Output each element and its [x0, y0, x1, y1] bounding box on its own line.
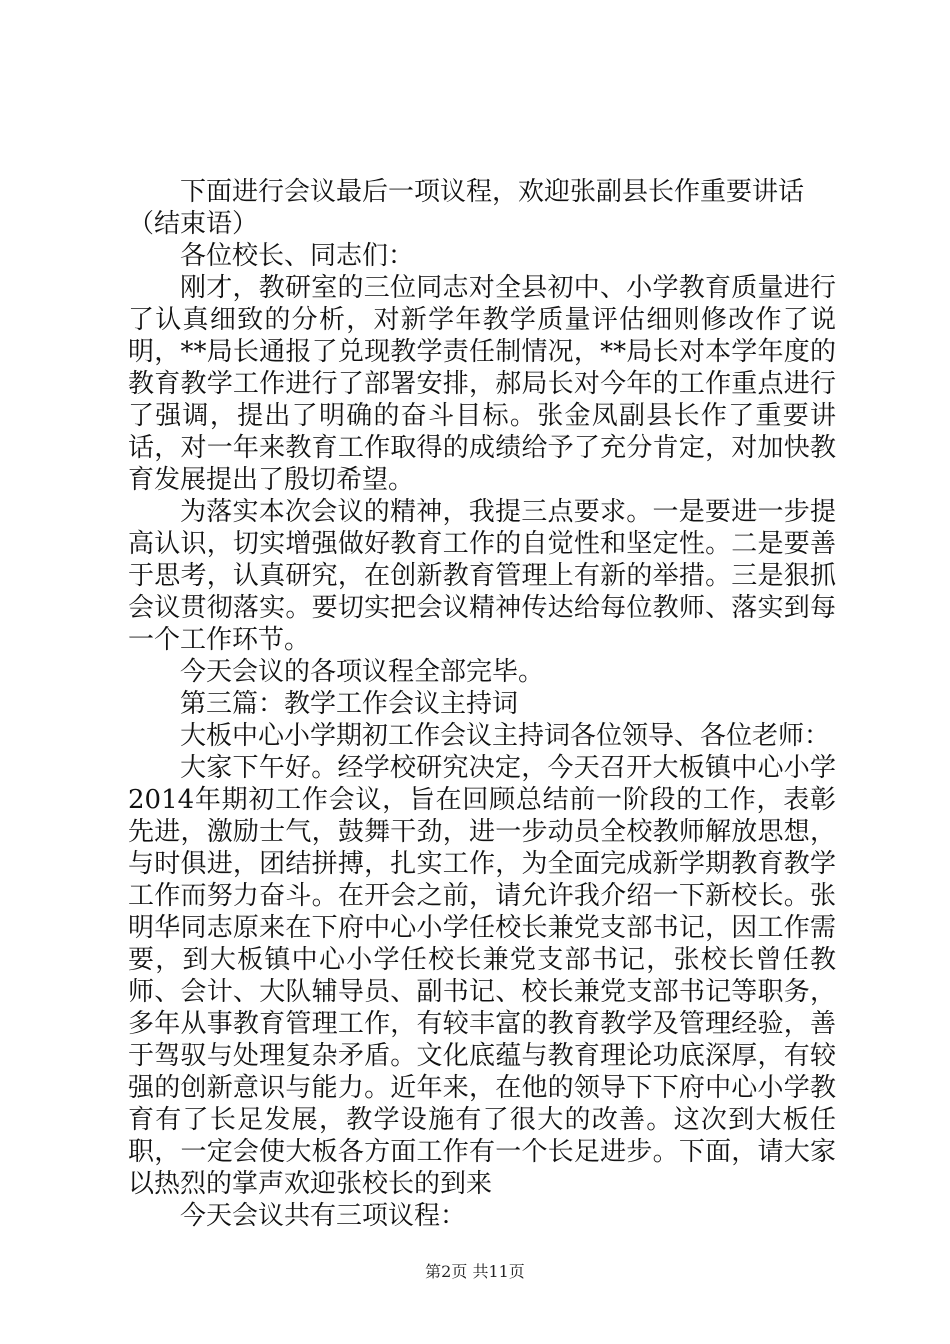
- paragraph-agenda-intro: 今天会议共有三项议程：: [180, 1201, 467, 1231]
- paragraph-closing-heading: （结束语）: [128, 209, 259, 239]
- paragraph-meeting-end: 今天会议的各项议程全部完毕。: [180, 657, 545, 687]
- paragraph-agenda-last-item: 下面进行会议最后一项议程，欢迎张副县长作重要讲话: [180, 177, 805, 207]
- paragraph-greeting: 各位校长、同志们：: [180, 241, 415, 271]
- document-body: [128, 176, 836, 1232]
- paragraph-opening-speech: 大家下午好。经学校研究决定，今天召开大板镇中心小学2014年期初工作会议，旨在回顾总结前一阶段的工作，表彰先进，激励士气，鼓舞干劲，进一步动员全校教师解放思想，与时俱进，团结拼搏，扎实工作，为全面完成新学期教育教学工作而努力奋斗。在开会之前，请允许我介绍一下新校长。张明华同志原来在下府中心小学任校长兼党支部书记，因工作需要，到大板镇中心小学任校长兼党支部书记，张校长曾任教师、会计、大队辅导员、副书记、校长兼党支部书记等职务，多年从事教育管理工作，有较丰富的教育教学及管理经验，善于驾驭与处理复杂矛盾。文化底蕴与教育理论功底深厚，有较强的创新意识与能力。近年来，在他的领导下下府中心小学教育有了长足发展，教学设施有了很大的改善。这次到大板任职，一定会使大板各方面工作有一个长足进步。下面，请大家以热烈的掌声欢迎张校长的到来: [128, 753, 836, 1199]
- paragraph-summary: 刚才，教研室的三位同志对全县初中、小学教育质量进行了认真细致的分析，对新学年教学质量评估细则修改作了说明，**局长通报了兑现教学责任制情况，**局长对本学年度的教育教学工作进行了部署安排，郝局长对今年的工作重点进行了强调，提出了明确的奋斗目标。张金凤副县长作了重要讲话，对一年来教育工作取得的成绩给予了充分肯定，对加快教育发展提出了殷切希望。: [128, 273, 836, 495]
- page-number-footer: 第2页 共11页: [425, 1262, 525, 1281]
- paragraph-host-intro: 大板中心小学期初工作会议主持词各位领导、各位老师：: [180, 721, 831, 751]
- section-heading: 第三篇：教学工作会议主持词: [180, 689, 519, 719]
- paragraph-requirements: 为落实本次会议的精神，我提三点要求。一是要进一步提高认识，切实增强做好教育工作的自觉性和坚定性。二是要善于思考，认真研究，在创新教育管理上有新的举措。三是狠抓会议贯彻落实。要切实把会议精神传达给每位教师、落实到每一个工作环节。: [128, 497, 836, 655]
